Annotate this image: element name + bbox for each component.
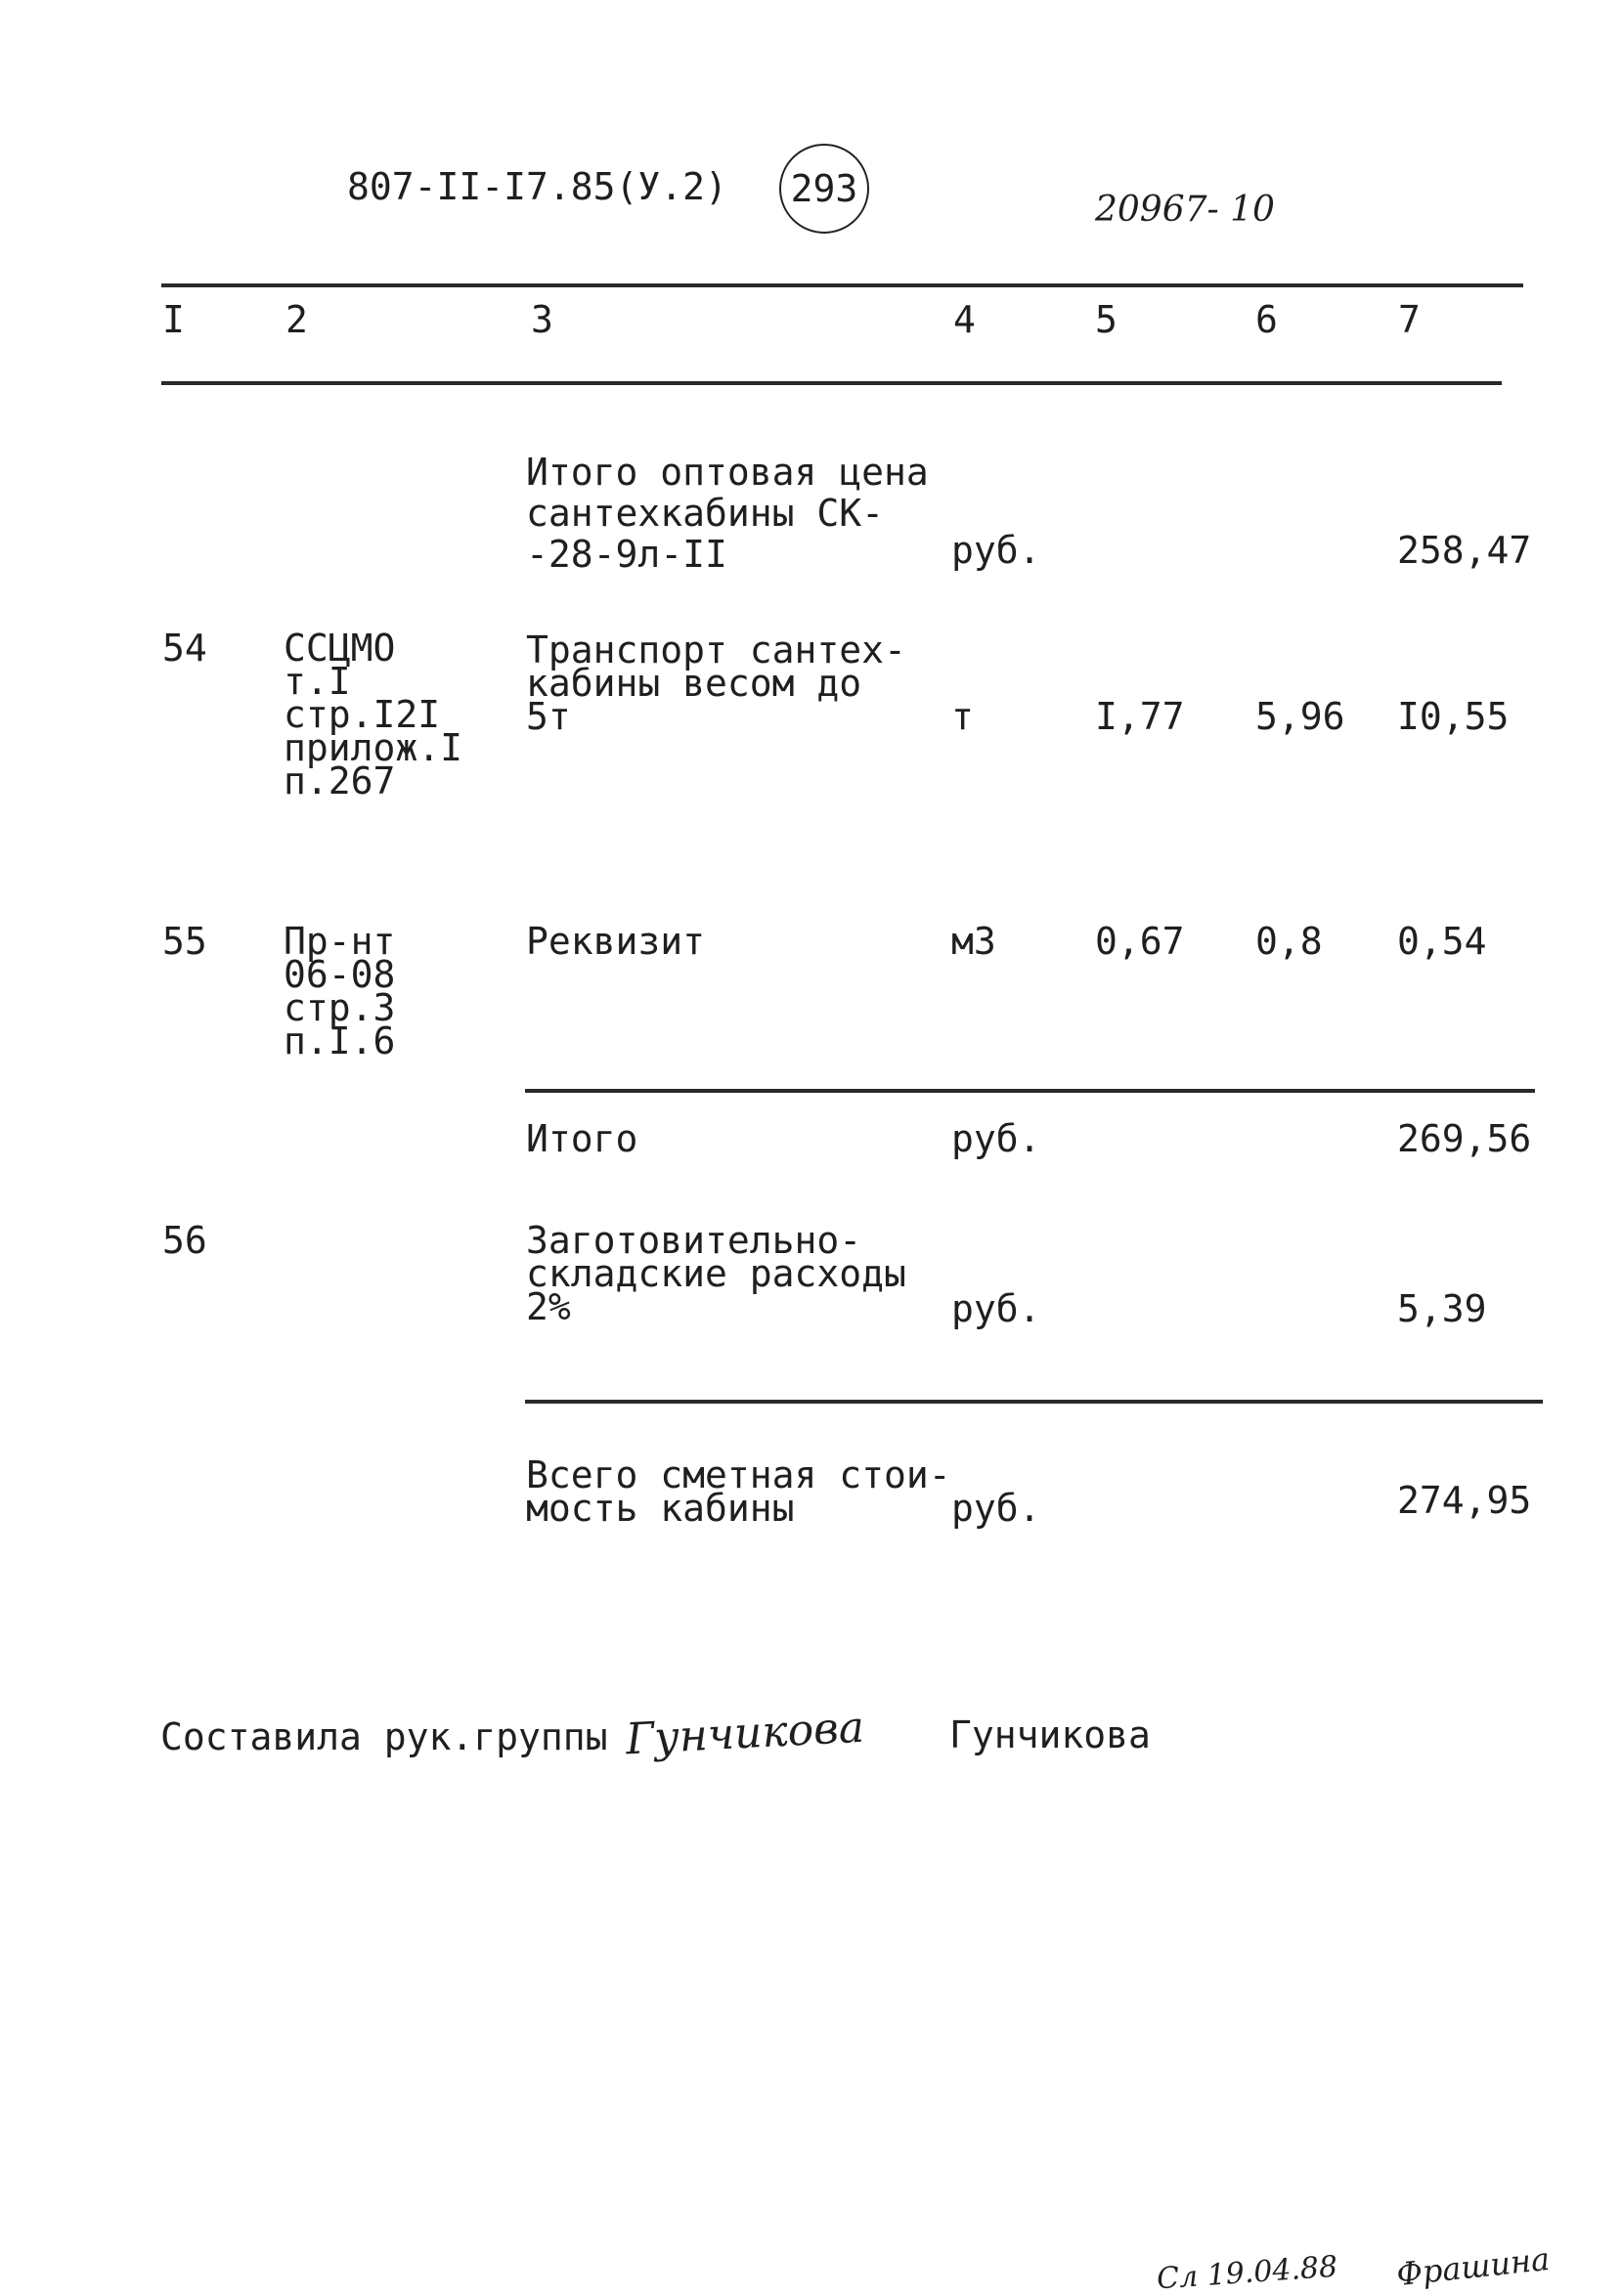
row-56-name: Заготовительно- складские расходы 2% xyxy=(526,1219,906,1328)
grand-total-value: 274,95 xyxy=(1397,1479,1532,1522)
row-54-total: I0,55 xyxy=(1397,695,1510,738)
column-header-5: 5 xyxy=(1095,298,1118,341)
column-header-1: I xyxy=(162,298,185,341)
header-rule xyxy=(161,381,1502,385)
row-54-price: 5,96 xyxy=(1255,695,1345,738)
row-56-unit: руб. xyxy=(951,1287,1041,1330)
row-55-number: 55 xyxy=(162,920,207,963)
row-55-quantity: 0,67 xyxy=(1095,920,1185,963)
subtotal-price-unit: руб. xyxy=(951,529,1041,572)
subtotal-price-total: 258,47 xyxy=(1397,529,1532,572)
subtotal-total: 269,56 xyxy=(1397,1117,1532,1160)
compiler-signature: Гунчикова xyxy=(624,1702,866,1765)
column-header-6: 6 xyxy=(1255,298,1278,341)
document-code: 807-II-I7.85(У.2) xyxy=(347,165,727,208)
grand-total-unit: руб. xyxy=(951,1487,1041,1530)
check-signature: Фрашина xyxy=(1394,2239,1552,2294)
column-header-3: 3 xyxy=(531,298,553,341)
row-54-name: Транспорт сантех- кабины весом до 5т xyxy=(526,628,906,738)
check-note: Сл 19.04.88 xyxy=(1156,2249,1339,2296)
row-55-name: Реквизит xyxy=(526,920,706,963)
subtotal-unit: руб. xyxy=(951,1117,1041,1160)
row-56-total: 5,39 xyxy=(1397,1287,1487,1330)
grand-total-name: Всего сметная стои- мость кабины xyxy=(526,1453,951,1530)
row-56-number: 56 xyxy=(162,1219,207,1262)
subtotal-rule xyxy=(525,1089,1535,1093)
compiler-name: Гунчикова xyxy=(949,1713,1151,1756)
row-54-reference: ССЦМО т.I стр.I2I прилож.I п.267 xyxy=(284,627,463,802)
subtotal-name: Итого xyxy=(526,1117,638,1160)
row-55-total: 0,54 xyxy=(1397,920,1487,963)
row-54-number: 54 xyxy=(162,627,207,670)
row-55-unit: м3 xyxy=(951,920,996,963)
row-55-reference: Пр-нт 06-08 стр.3 п.I.6 xyxy=(284,920,396,1062)
page-number-circle xyxy=(779,144,869,234)
row-54-unit: т xyxy=(951,695,974,738)
page-number: 293 xyxy=(790,167,858,210)
row-54-quantity: I,77 xyxy=(1095,695,1185,738)
column-header-4: 4 xyxy=(953,298,976,341)
column-header-7: 7 xyxy=(1398,298,1421,341)
row-55-price: 0,8 xyxy=(1255,920,1323,963)
column-header-2: 2 xyxy=(285,298,308,341)
archive-number: 20967- 10 xyxy=(1095,190,1275,230)
grand-total-rule xyxy=(525,1400,1543,1404)
compiled-by-label: Составила рук.группы xyxy=(160,1715,608,1758)
subtotal-price-name: Итого оптовая цена сантехкабины СК- -28-9л-II xyxy=(526,451,929,576)
top-rule xyxy=(161,283,1523,287)
